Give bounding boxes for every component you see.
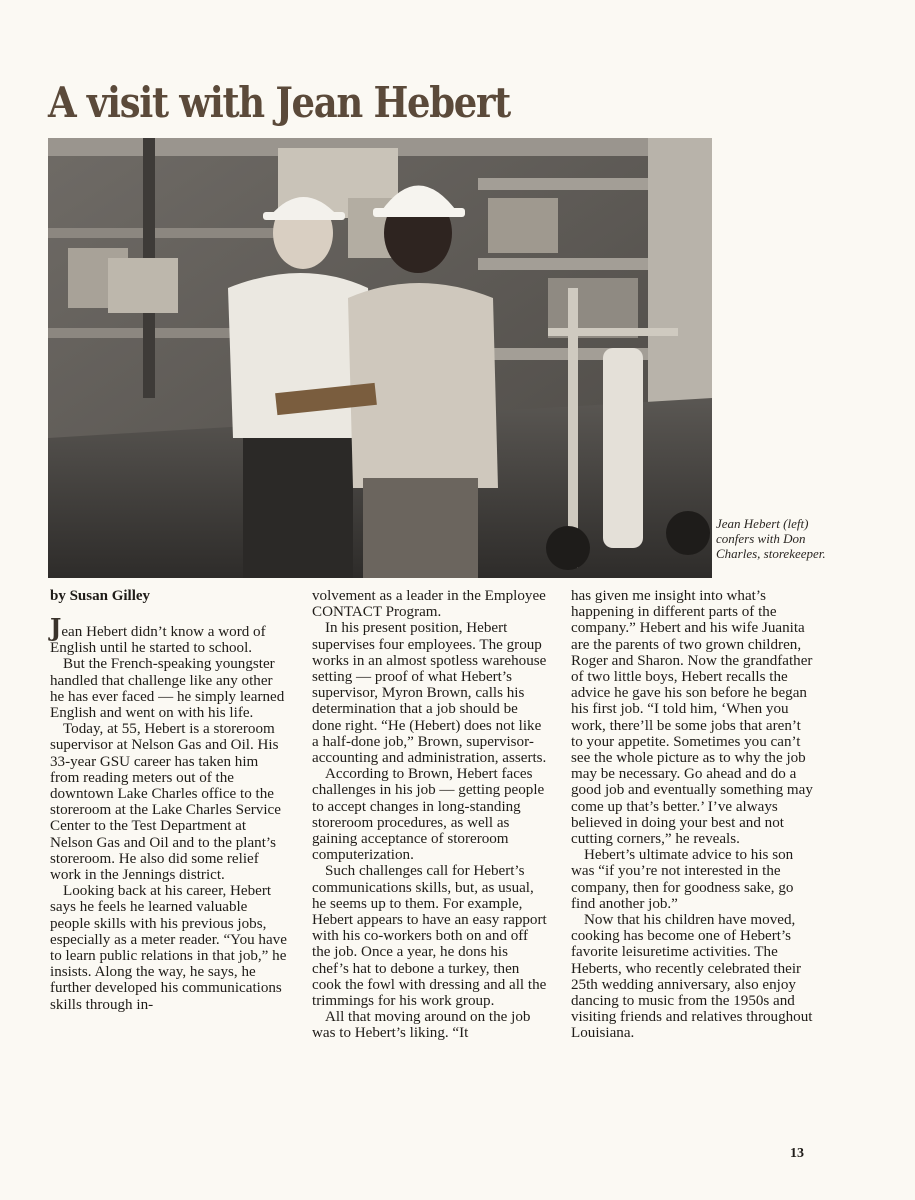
article-column-1: [50, 613, 290, 1013]
paragraph: According to Brown, Hebert faces challenges in his job — getting people to accept changes in long-standing storeroom procedures, as well as gaining acceptance of storeroom computerization.: [312, 766, 545, 864]
paragraph: Looking back at his career, Hebert says he feels he learned valuable people skills with his previous jobs, especially as a meter reader. “You have to learn public relations in that job,” he insists. Along the way, he says, he further developed his communications skills through in-: [50, 883, 287, 1013]
drop-cap: J: [50, 613, 62, 642]
page-number: 13: [790, 1146, 804, 1161]
paragraph: has given me insight into what’s happening in different parts of the company.” Hebert and his wife Juanita are the parents of two grown children, Roger and Sharon. Now the grandfather of two little boys, Hebert recalls the advice he gave his son before he began his first job. “I told him, ‘When you work, there’ll be some jobs that aren’t to your appetite. Sometimes you can’t see the whole picture as to why the job may be necessary. Go ahead and do a good job and eventually something may come up that’s better.’ I’ve always believed in doing your best and not cutting corners,” he reveals.: [571, 588, 813, 848]
paragraph: All that moving around on the job was to Hebert’s liking. “It: [312, 1009, 531, 1042]
article-photo: [48, 138, 712, 578]
paragraph: But the French-speaking youngster handled that challenge like any other he has ever faced — he simply learned English and went on with his life.: [50, 656, 285, 722]
paragraph: Today, at 55, Hebert is a storeroom supervisor at Nelson Gas and Oil. His 33-year GSU career has taken him from reading meters out of the downtown Lake Charles office to the storeroom at the Lake Charles Service Center to the Test Department at Nelson Gas and Oil and to the plant’s storeroom. He also did some relief work in the Jennings district.: [50, 721, 281, 884]
paragraph: Now that his children have moved, cooking has become one of Hebert’s favorite leisuretime activities. The Heberts, who recently celebrated their 25th wedding anniversary, also enjoy dancing to music from the 1950s and visiting friends and relatives throughout Louisiana.: [571, 912, 813, 1042]
paragraph: Such challenges call for Hebert’s communications skills, but, as usual, he seems up to them. For example, Hebert appears to have an easy rapport with his co-workers both on and off the job. Once a year, he dons his chef’s hat to debone a turkey, then cook the fowl with dressing and all the trimmings for his work group.: [312, 863, 547, 1010]
paragraph: Hebert’s ultimate advice to his son was “if you’re not interested in the company, then for goodness sake, go find another job.”: [571, 847, 794, 912]
page-title: A visit with Jean Hebert: [48, 78, 510, 127]
paragraph: Jean Hebert didn’t know a word of English until he started to school.: [50, 613, 266, 657]
photo-caption: Jean Hebert (left) confers with Don Charles, storekeeper.: [716, 516, 826, 561]
paragraph: In his present position, Hebert supervises four employees. The group works in an almost spotless warehouse setting — proof of what Hebert’s supervisor, Myron Brown, calls his determination that a job should be done right. “He (Hebert) does not like a half-done job,” Brown, supervisor-accounting and administration, asserts.: [312, 620, 547, 767]
paragraph: volvement as a leader in the Employee CONTACT Program.: [312, 588, 546, 621]
article-column-3: [571, 588, 813, 1042]
byline: by Susan Gilley: [50, 588, 151, 604]
article-column-2: [312, 588, 548, 1042]
warehouse-photo-illustration: [48, 138, 712, 578]
